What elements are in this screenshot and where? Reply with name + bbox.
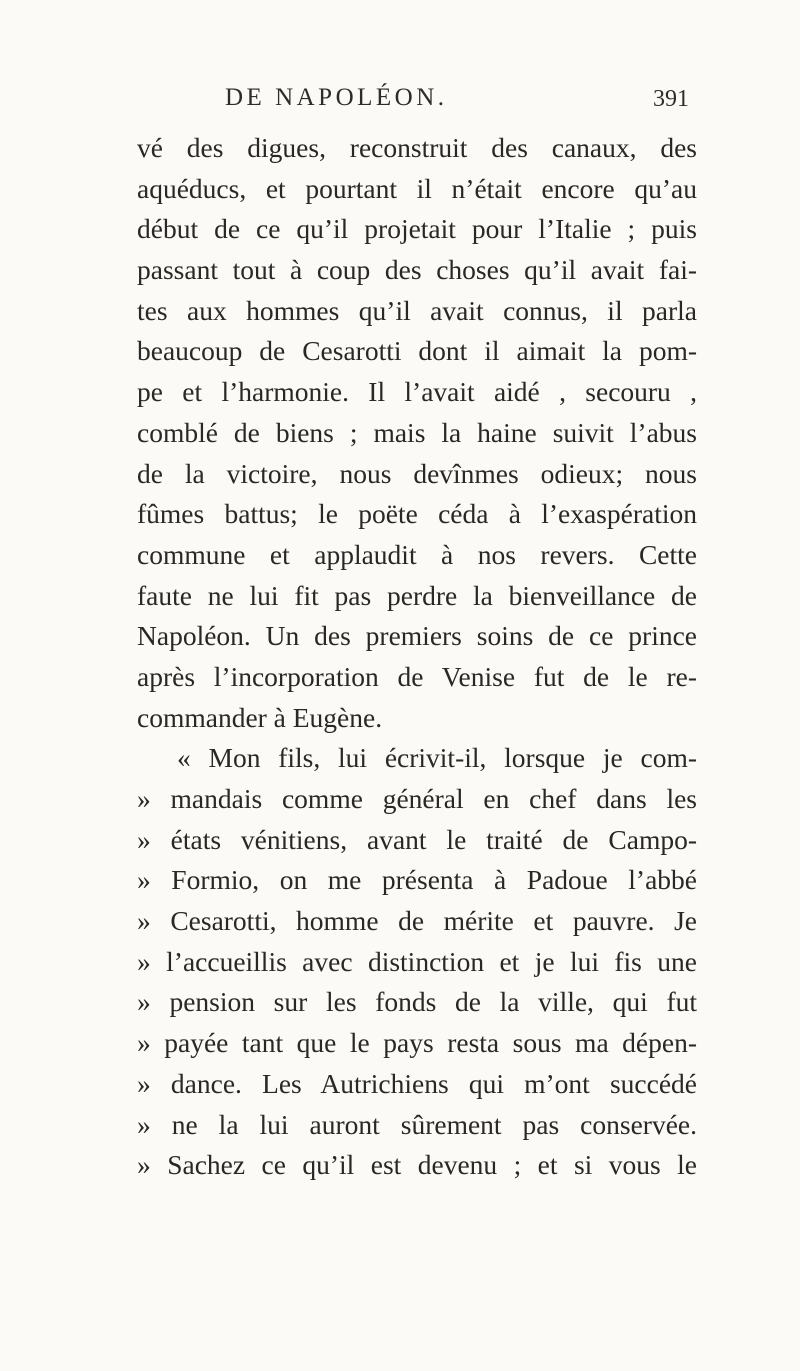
running-title: DE NAPOLÉON. [225, 84, 448, 111]
body-text [137, 128, 697, 1186]
text-line: passant tout à coup des choses qu’il avait fai- [137, 254, 697, 286]
text-line: beaucoup de Cesarotti dont il aimait la pom- [137, 335, 697, 367]
quote-line: » états vénitiens, avant le traité de Campo- [137, 823, 697, 855]
text-line: vé des digues, reconstruit des canaux, des [137, 132, 697, 163]
text-line: tes aux hommes qu’il avait connus, il parla [137, 294, 697, 326]
text-line: fûmes battus; le poëte céda à l’exaspération [137, 498, 697, 530]
text-line: Napoléon. Un des premiers soins de ce prince [137, 620, 697, 652]
text-line: après l’incorporation de Venise fut de le re- [137, 660, 697, 692]
text-line: pe et l’harmonie. Il l’avait aidé , secouru , [137, 376, 697, 408]
quote-line: » ne la lui auront sûrement pas conservée. [137, 1108, 697, 1140]
text-line: faute ne lui fit pas perdre la bienveillance de [137, 579, 697, 611]
text-line: comblé de biens ; mais la haine suivit l’abus [137, 416, 697, 448]
quote-line: » payée tant que le pays resta sous ma dépen- [137, 1027, 697, 1059]
quote-line: » mandais comme général en chef dans les [137, 783, 697, 814]
quote-line: « Mon fils, lui écrivit-il, lorsque je com- [177, 742, 697, 774]
quote-line: » l’accueillis avec distinction et je lui fis une [137, 945, 697, 977]
quote-line: » Cesarotti, homme de mérite et pauvre. Je [137, 905, 697, 937]
text-line: commander à Eugène. [137, 701, 383, 733]
text-line: aquéducs, et pourtant il n’était encore qu’au [137, 172, 697, 204]
quote-line: » Formio, on me présenta à Padoue l’abbé [137, 864, 697, 896]
text-line: début de ce qu’il projetait pour l’Italie ; puis [137, 213, 697, 245]
text-line: commune et applaudit à nos revers. Cette [137, 538, 697, 570]
quote-line: » dance. Les Autrichiens qui m’ont succédé [137, 1067, 697, 1099]
quote-line: » pension sur les fonds de la ville, qui fut [137, 986, 697, 1018]
text-line: de la victoire, nous devînmes odieux; nous [137, 457, 697, 489]
page-number: 391 [653, 86, 689, 112]
quote-line: » Sachez ce qu’il est devenu ; et si vous le [137, 1149, 697, 1181]
